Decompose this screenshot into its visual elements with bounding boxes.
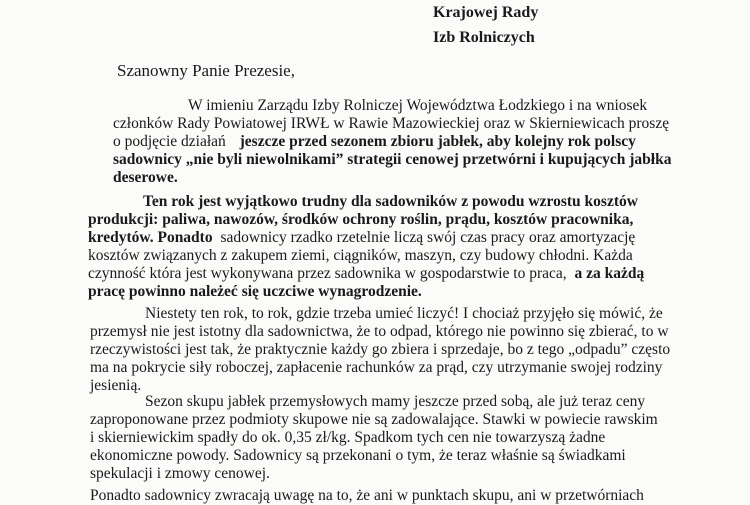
p2-line-4: kosztów związanych z zakupem ziemi, ciągników, maszyn, czy budowy chłodni. Każda xyxy=(88,247,633,264)
p2-line-6: pracę powinno należeć się uczciwe wynagrodzenie. xyxy=(88,283,422,300)
p3-line-4: ma na pokrycie siły roboczej, zapłacenie rachunków za prąd, czy utrzymanie swojej rodziny xyxy=(90,359,663,376)
p2-line-3-bold: kredytów. Ponadto xyxy=(88,229,213,246)
p2-line-2: produkcji: paliwa, nawozów, środków ochrony roślin, prądu, kosztów pracownika, xyxy=(88,211,634,228)
p3-line-3: rzeczywistości jest tak, że praktycznie każdy go zbiera i sprzedaje, bo z tego „odpadu” często xyxy=(90,341,671,358)
salutation: Szanowny Panie Prezesie, xyxy=(117,61,295,80)
recipient-line-1: Krajowej Rady xyxy=(433,4,539,21)
p5-line-1: Ponadto sadownicy zwracają uwagę na to, że ani w punktach skupu, ani w przetwórniach xyxy=(90,487,644,504)
p2-line-5 xyxy=(88,265,644,283)
p4-line-2: zaproponowane przez podmioty skupowe nie są zadowalające. Stawki w powiecie rawskim xyxy=(90,411,658,428)
p2-line-1: Ten rok jest wyjątkowo trudny dla sadowników z powodu wzrostu kosztów xyxy=(143,193,638,210)
p2-line-5-plain: czynność która jest wykonywana przez sadownika w gospodarstwie to praca, xyxy=(88,265,567,282)
p3-line-1: Niestety ten rok, to rok, gdzie trzeba umieć liczyć! I chociaż przyjęło się mówić, że xyxy=(145,305,663,322)
p3-line-5: jesienią. xyxy=(90,377,142,394)
p1-line-3-plain: o podjęcie działań xyxy=(113,133,226,150)
p1-line-5: deserowe. xyxy=(113,169,178,186)
p1-line-2: członków Rady Powiatowej IRWŁ w Rawie Mazowieckiej oraz w Skierniewicach proszę xyxy=(113,115,670,132)
p2-line-5-bold: a za każdą xyxy=(574,265,645,282)
p2-line-3 xyxy=(88,229,635,247)
p4-line-4: ekonomiczne powody. Sadownicy są przekonani o tym, że teraz właśnie są świadkami xyxy=(90,447,626,464)
p4-line-5: spekulacji i zmowy cenowej. xyxy=(90,465,270,482)
p4-line-3: i skierniewickim spadły do ok. 0,35 zł/kg. Spadkom tych cen nie towarzyszą żadne xyxy=(90,429,606,446)
p3-line-2: przemysł nie jest istotny dla sadownictwa, że to odpad, którego nie powinno się zbierać, to w xyxy=(90,323,669,340)
p1-line-3-bold: jeszcze przed sezonem zbioru jabłek, aby kolejny rok polscy xyxy=(239,133,636,150)
p1-line-1: W imieniu Zarządu Izby Rolniczej Województwa Łodzkiego i na wniosek xyxy=(188,97,648,114)
p1-line-3 xyxy=(113,133,636,151)
p4-line-1: Sezon skupu jabłek przemysłowych mamy jeszcze przed sobą, ale już teraz ceny xyxy=(145,393,646,410)
p2-line-3-plain: sadownicy rzadko rzetelnie liczą swój czas pracy oraz amortyzację xyxy=(220,229,636,246)
p1-line-4: sadownicy „nie byli niewolnikami” strategii cenowej przetwórni i kupujących jabłka xyxy=(113,151,672,168)
recipient-line-2: Izb Rolniczych xyxy=(433,29,535,46)
